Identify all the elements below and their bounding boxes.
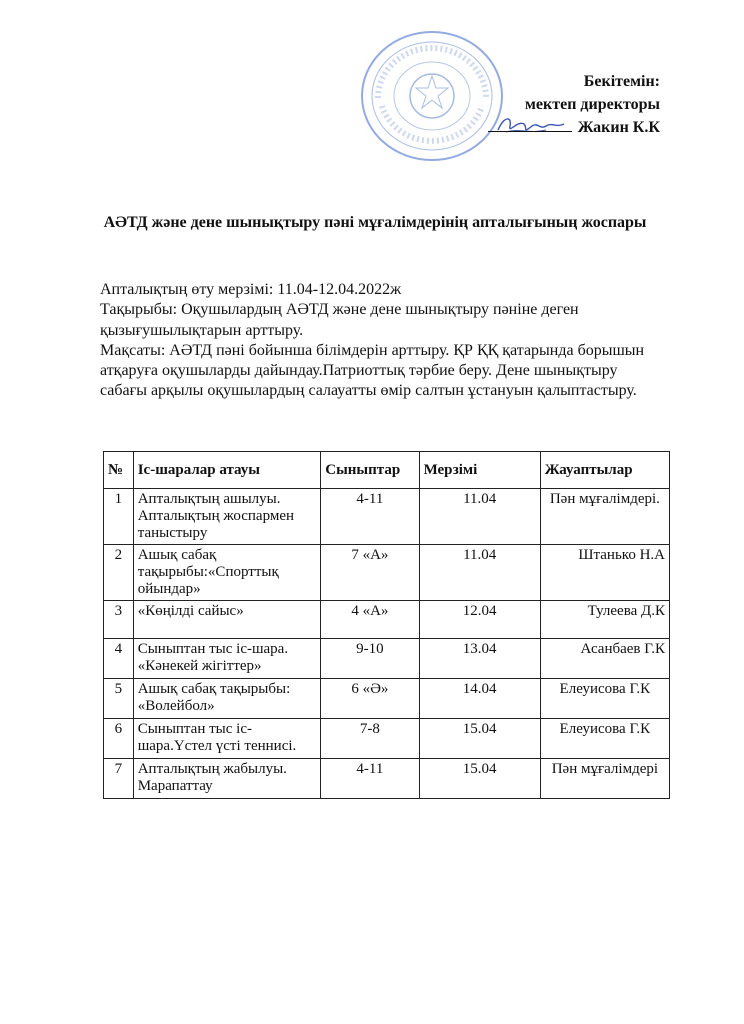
table-row (104, 719, 670, 759)
intro-topic: Тақырыбы: Оқушылардың АӘТД және дене шынықтыру пәніне деген қызығушылықтарын арттыру. (100, 301, 579, 339)
row-date: 12.04 (419, 601, 540, 639)
row-number: 5 (104, 679, 134, 719)
row-classes: 4-11 (321, 759, 419, 799)
table-row (104, 489, 670, 545)
intro-goal: Мақсаты: АӘТД пәні бойынша білімдерін арттыру. ҚР ҚҚ қатарында борышын атқаруға оқушыларды дайындау.Патриоттық тәрбие беру. Дене шынықтыру сабағы арқылы оқушылардың салауатты өмір салтын ұстануын қалыптастыру. (100, 341, 645, 400)
approval-signature-line (488, 116, 660, 139)
row-event-name: «Көңілді сайыс» (133, 601, 321, 639)
row-responsible: Елеуисова Г.К (540, 679, 669, 719)
row-responsible: Елеуисова Г.К (540, 719, 669, 759)
row-date: 15.04 (419, 719, 540, 759)
row-responsible: Пән мұғалімдері (540, 759, 669, 799)
row-responsible: Пән мұғалімдері. (540, 489, 669, 545)
row-classes: 4 «А» (321, 601, 419, 639)
row-date: 14.04 (419, 679, 540, 719)
table-row (104, 639, 670, 679)
row-date: 15.04 (419, 759, 540, 799)
row-number: 1 (104, 489, 134, 545)
table-row (104, 759, 670, 799)
row-classes: 9-10 (321, 639, 419, 679)
row-number: 4 (104, 639, 134, 679)
row-event-name: Ашық сабақ тақырыбы:«Спорттық ойындар» (133, 545, 321, 601)
approval-heading: Бекітемін: (583, 73, 660, 90)
approval-position: мектеп директоры (525, 96, 660, 113)
row-number: 2 (104, 545, 134, 601)
row-date: 13.04 (419, 639, 540, 679)
row-event-name: Апталықтың жабылуы. Марапаттау (133, 759, 321, 799)
page-title: АӘТД және дене шынықтыру пәні мұғалімдерінің апталығының жоспары (103, 214, 647, 231)
intro-block (100, 280, 660, 402)
table-row (104, 545, 670, 601)
row-event-name: Сыныптан тыс іс-шара.Үстел үсті теннисі. (133, 719, 321, 759)
events-table (103, 451, 670, 799)
row-classes: 6 «Ә» (321, 679, 419, 719)
row-date: 11.04 (419, 545, 540, 601)
header-date: Мерзімі (419, 452, 540, 489)
header-event-name: Іс-шаралар атауы (133, 452, 321, 489)
row-number: 7 (104, 759, 134, 799)
table-row (104, 601, 670, 639)
signature-underline (488, 117, 572, 132)
row-responsible: Штанько Н.А (540, 545, 669, 601)
table-header-row (104, 452, 670, 489)
header-responsible: Жауаптылар (540, 452, 669, 489)
row-event-name: Апталықтың ашылуы. Апталықтың жоспармен таныстыру (133, 489, 321, 545)
row-number: 3 (104, 601, 134, 639)
row-number: 6 (104, 719, 134, 759)
table-row (104, 679, 670, 719)
row-responsible: Тулеева Д.К (540, 601, 669, 639)
row-responsible: Асанбаев Г.К (540, 639, 669, 679)
row-event-name: Ашық сабақ тақырыбы: «Волейбол» (133, 679, 321, 719)
approval-name: Жакин К.К (577, 119, 660, 136)
row-event-name: Сыныптан тыс іс-шара. «Кәнекей жігіттер» (133, 639, 321, 679)
row-classes: 4-11 (321, 489, 419, 545)
row-classes: 7 «А» (321, 545, 419, 601)
row-classes: 7-8 (321, 719, 419, 759)
intro-period: Апталықтың өту мерзімі: 11.04-12.04.2022ж (100, 281, 402, 298)
school-seal-stamp (358, 28, 506, 164)
header-classes: Сыныптар (321, 452, 419, 489)
header-number: № (104, 452, 134, 489)
approval-block (488, 70, 660, 139)
row-date: 11.04 (419, 489, 540, 545)
